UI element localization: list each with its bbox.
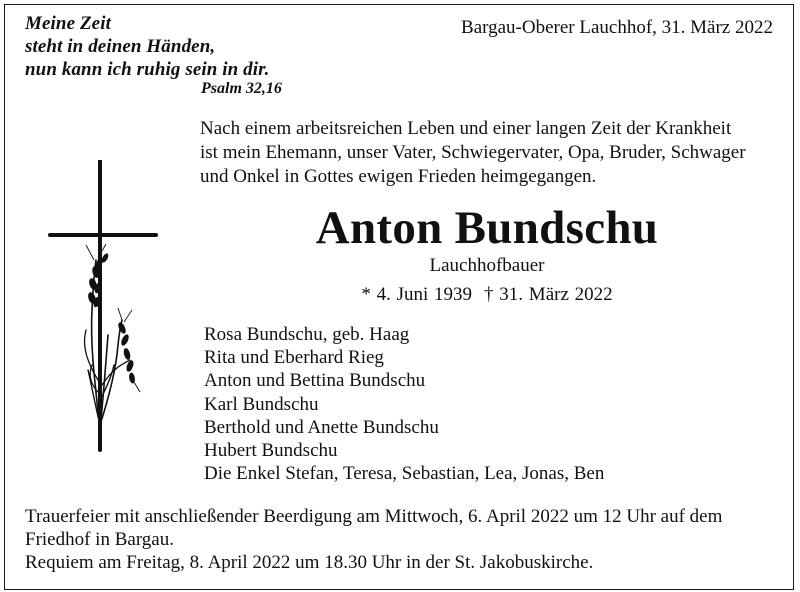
mourner-line: Karl Bundschu — [204, 393, 319, 415]
funeral-line: Trauerfeier mit anschließender Beerdigung am Mittwoch, 6. April 2022 um 12 Uhr auf dem — [25, 506, 723, 527]
mourner-line: Anton und Bettina Bundschu — [204, 370, 426, 392]
bible-verse — [25, 12, 345, 81]
intro-line: und Onkel in Gottes ewigen Frieden heimgegangen. — [200, 166, 597, 187]
verse-line: nun kann ich ruhig sein in dir. — [25, 59, 270, 80]
mourner-line: Hubert Bundschu — [204, 440, 338, 462]
verse-line: Meine Zeit — [25, 13, 111, 34]
mourners-list — [204, 323, 764, 485]
deceased-name: Anton Bundschu — [315, 202, 659, 254]
place-and-date: Bargau-Oberer Lauchhof, 31. März 2022 — [461, 17, 773, 38]
mourner-line: Die Enkel Stefan, Teresa, Sebastian, Lea, Jonas, Ben — [204, 463, 605, 485]
birth-date: * 4. Juni 1939 — [361, 284, 473, 305]
requiem-line: Requiem am Freitag, 8. April 2022 um 18.30 Uhr in der St. Jakobuskirche. — [25, 552, 594, 573]
intro-line: ist mein Ehemann, unser Vater, Schwiegervater, Opa, Bruder, Schwager — [200, 142, 746, 163]
death-date: † 31. März 2022 — [484, 284, 613, 305]
intro-text — [200, 117, 780, 189]
mourner-line: Berthold und Anette Bundschu — [204, 416, 439, 438]
verse-reference: Psalm 32,16 — [201, 80, 282, 97]
funeral-line: Friedhof in Bargau. — [25, 529, 174, 550]
verse-line: steht in deinen Händen, — [25, 36, 216, 57]
funeral-details — [25, 505, 790, 574]
intro-line: Nach einem arbeitsreichen Leben und einer langen Zeit der Krankheit — [200, 118, 732, 139]
life-dates — [0, 284, 800, 306]
mourner-line: Rita und Eberhard Rieg — [204, 347, 384, 369]
mourner-line: Rosa Bundschu, geb. Haag — [204, 324, 410, 345]
deceased-title: Lauchhofbauer — [429, 255, 545, 276]
